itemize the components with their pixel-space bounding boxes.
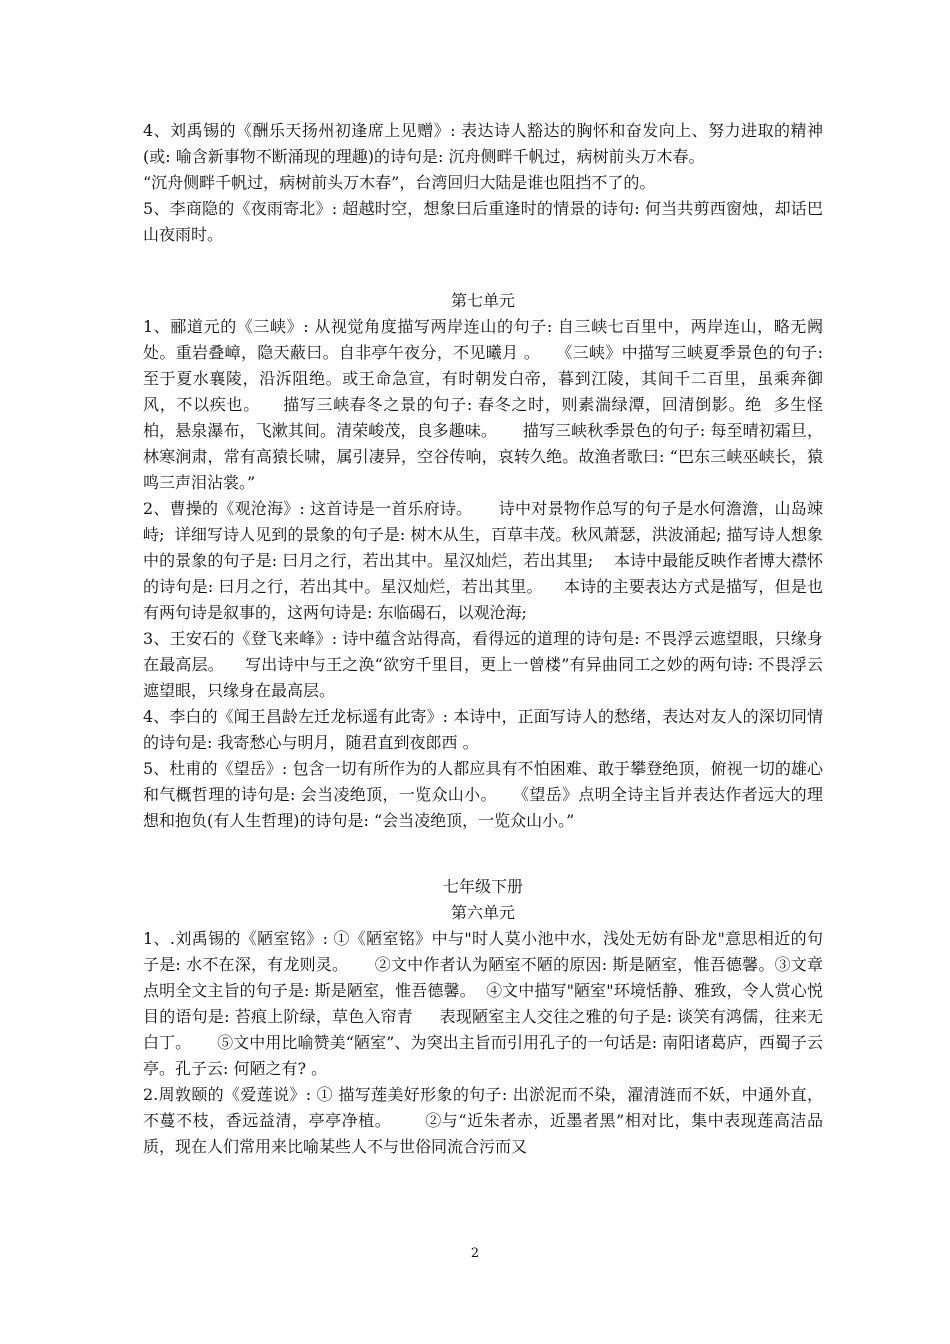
document-page — [143, 118, 829, 1160]
paragraph-li-shangyin-poem: 5、李商隐的《夜雨寄北》: 超越时空，想象曰后重逢时的情景的诗句: 何当共剪西窗烛，却话巴山夜雨时。 — [143, 199, 823, 244]
section-heading-unit7: 第七单元 — [450, 291, 515, 310]
paragraph-guan-cang-hai: 2、曹操的《观沧海》: 这首诗是一首乐府诗。 诗中对景物作总写的句子是水何澹澹，山岛竦峙; 详细写诗人见到的景象的句子是: 树木从生，百草丰茂。秋风萧瑟，洪波涌起; 描写诗人想象中的景象的句子是: 曰月之行，若出其中。星汉灿烂，若出其里; 本诗中最能反映作者博大襟怀的诗句是: 曰月之行，若出其中。星汉灿烂，若出其里。 本诗的主要表达方式是描写，但是也有两句诗是叙事的，这两句诗是: 东临碣石，以观沧海; — [143, 499, 823, 622]
paragraph-quote-taiwan: “沉舟侧畔千帆过，病树前头万木春”，台湾回归大陆是谁也阻挡不了的。 — [143, 173, 656, 192]
paragraph-wen-wang-changling: 4、李白的《闻王昌龄左迁龙标遥有此寄》: 本诗中，正面写诗人的愁绪，表达对友人的深切同情的诗句是: 我寄愁心与明月，随君直到夜郎西 。 — [143, 707, 823, 752]
paragraph-liu-yuxi-poem: 4、刘禹锡的《酬乐天扬州初逢席上见赠》: 表达诗人豁达的胸怀和奋发向上、努力进取的精神(或: 喻含新事物不断涌现的理趣)的诗句是: 沉舟侧畔千帆过，病树前头万木春。 — [143, 121, 823, 166]
paragraph-deng-fei-lai-feng: 3、王安石的《登飞来峰》: 诗中蕴含站得高，看得远的道理的诗句是: 不畏浮云遮望眼，只缘身在最高层。 写出诗中与王之涣“欲穷千里目，更上一曾楼”有异曲同工之妙的两句诗: 不畏浮云遮望眼，只缘身在最高层。 — [143, 629, 823, 700]
paragraph-wang-yue: 5、杜甫的《望岳》: 包含一切有所作为的人都应具有不怕困难、敢于攀登绝顶，俯视一切的雄心和气概哲理的诗句是: 会当凌绝顶，一览众山小。 《望岳》点明全诗主旨并表达作者远大的理想和抱负(有人生哲理)的诗句是: “会当凌绝顶，一览众山小。” — [143, 759, 823, 830]
paragraph-san-xia: 1、郦道元的《三峡》: 从视觉角度描写两岸连山的句子: 自三峡七百里中，两岸连山，略无阙处。重岩叠嶂，隐天蔽曰。自非亭午夜分，不见曦月 。 《三峡》中描写三峡夏季景色的句子: 至于夏水襄陵，沿泝阻绝。或王命急宣，有时朝发白帝，暮到江陵，其间千二百里，虽乘奔御风，不以疾也。 描写三峡春冬之景的句子: 春冬之时，则素湍绿潭，回清倒影。绝 多生怪柏，悬泉瀑布，飞漱其间。清荣峻茂，良多趣味。 描写三峡秋季景色的句子: 每至晴初霜旦，林寒涧肃，常有高猿长啸，属引凄异，空谷传响，哀转久绝。故渔者歌曰: “巴东三峡巫峡长，猿鸣三声泪沾裳。” — [143, 317, 829, 492]
section-heading-grade7b: 七年级下册 — [442, 877, 523, 896]
section-subheading-unit6: 第六单元 — [450, 903, 515, 922]
paragraph-lou-shi-ming: 1、.刘禹锡的《陋室铭》: ①《陋室铭》中与"时人莫小池中水，浅处无妨有卧龙"意思相近的句子是: 水不在深，有龙则灵。 ②文中作者认为陋室不陋的原因: 斯是陋室，惟吾德馨。③文章点明全文主旨的句子是: 斯是陋室，惟吾德馨。 ④文中描写"陋室"环境恬静、雅致，令人赏心悦目的语句是: 苔痕上阶绿，草色入帘青 表现陋室主人交往之雅的句子是: 谈笑有鸿儒，往来无白丁。 ⑤文中用比喻赞美“陋室”、为突出主旨而引用孔子的一句话是: 南阳诸葛庐，西蜀子云亭。孔子云: 何陋之有? 。 — [143, 929, 823, 1078]
paragraph-ai-lian-shuo: 2.周敦颐的《爱莲说》: ① 描写莲美好形象的句子: 出淤泥而不染，濯清涟而不妖，中通外直，不蔓不枝，香远益清，亭亭净植。 ②与“近朱者赤，近墨者黑”相对比，集中表现莲高洁品质，现在人们常用来比喻某些人不与世俗同流合污而又 — [143, 1085, 823, 1156]
page-number: 2 — [470, 1246, 480, 1261]
